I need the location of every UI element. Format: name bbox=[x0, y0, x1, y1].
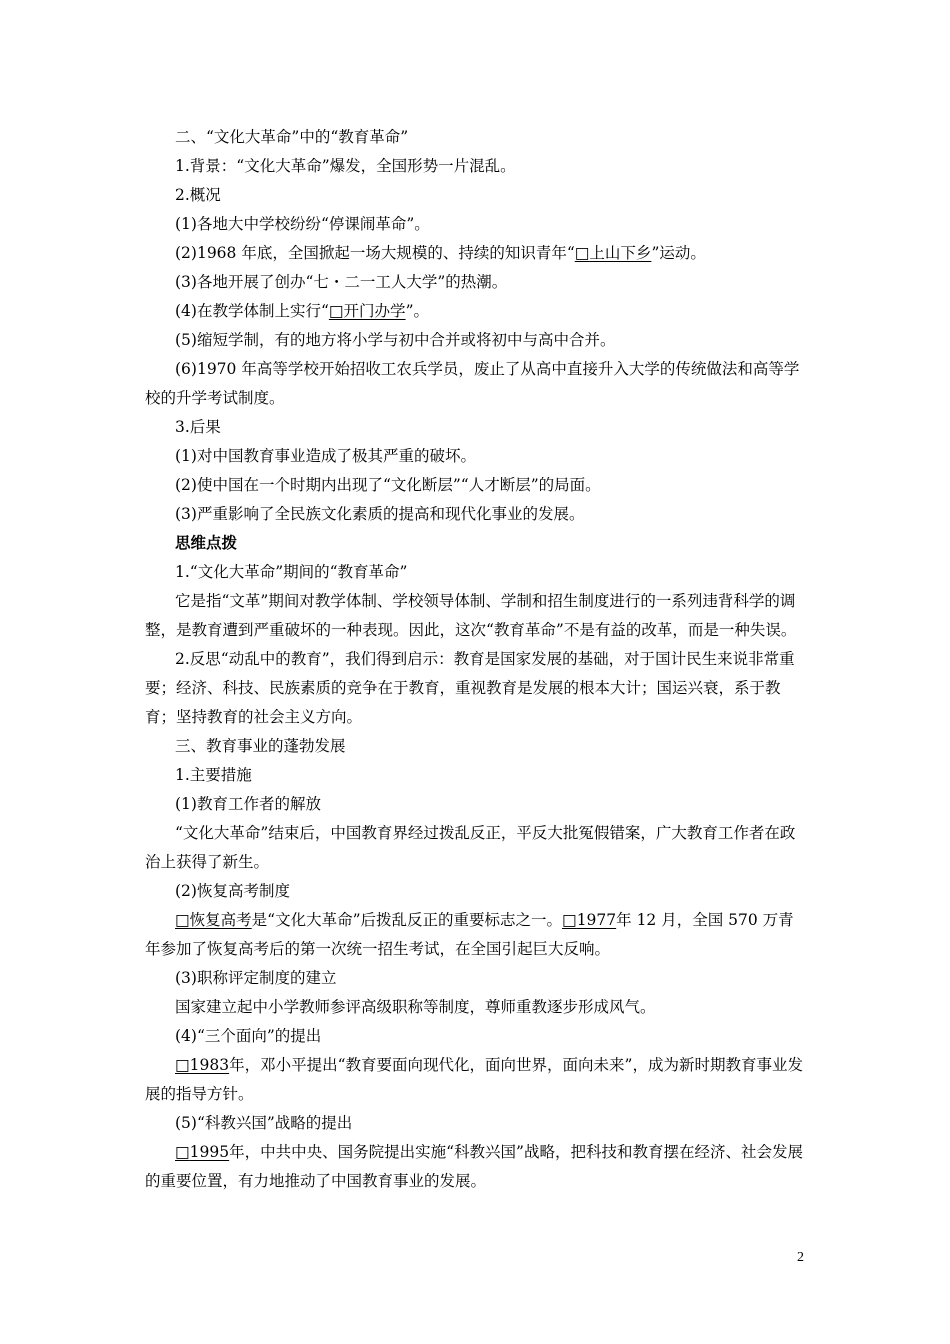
text: ”。 bbox=[405, 302, 429, 320]
subheading: 1.主要措施 bbox=[175, 766, 252, 784]
fill-blank: □ 上山下乡 bbox=[575, 244, 652, 262]
subheading: 2.概况 bbox=[175, 186, 221, 204]
paragraph: 2.反思“动乱中的教育”，我们得到启示：教育是国家发展的基础，对于国计民生来说非常重要；经济、科技、民族素质的竞争在于教育，重视教育是发展的根本大计；国运兴衰，系于教育；坚持教育的社会主义方向。 bbox=[145, 650, 795, 726]
paragraph: (1)各地大中学校纷纷“停课闹革命”。 bbox=[175, 215, 430, 233]
paragraph: (3)各地开展了创办“七・二一工人大学”的热潮。 bbox=[175, 273, 508, 291]
fill-blank: □ 开门办学 bbox=[329, 302, 406, 320]
text: 年，邓小平提出“教育要面向现代化，面向世界，面向未来”，成为新时期教育事业发展的指导方针。 bbox=[145, 1056, 803, 1103]
paragraph bbox=[145, 1138, 805, 1196]
paragraph: (1)对中国教育事业造成了极其严重的破坏。 bbox=[175, 447, 476, 465]
subheading: (3)职称评定制度的建立 bbox=[175, 969, 337, 987]
paragraph: 1.背景：“文化大革命”爆发，全国形势一片混乱。 bbox=[175, 157, 516, 175]
tips-title: 思维点拨 bbox=[175, 534, 238, 552]
text: 是“文化大革命”后拨乱反正的重要标志之一。 bbox=[251, 911, 563, 929]
text: 年，中共中央、国务院提出实施“科教兴国”战略，把科技和教育摆在经济、社会发展的重要位置，有力地推动了中国教育事业的发展。 bbox=[145, 1143, 803, 1190]
subheading: (5)“科教兴国”战略的提出 bbox=[175, 1114, 353, 1132]
text: (2)1968 年底，全国掀起一场大规模的、持续的知识青年“ bbox=[175, 244, 575, 262]
paragraph bbox=[145, 906, 805, 964]
paragraph: (6)1970 年高等学校开始招收工农兵学员，废止了从高中直接升入大学的传统做法和高等学校的升学考试制度。 bbox=[145, 360, 800, 407]
page-number: 2 bbox=[797, 1250, 804, 1265]
fill-blank: □ 1995 bbox=[175, 1143, 229, 1161]
document-body bbox=[145, 123, 805, 1196]
paragraph: (3)严重影响了全民族文化素质的提高和现代化事业的发展。 bbox=[175, 505, 585, 523]
subheading: (2)恢复高考制度 bbox=[175, 882, 290, 900]
subheading: 3.后果 bbox=[175, 418, 221, 436]
paragraph bbox=[145, 297, 805, 326]
subheading: 1.“文化大革命”期间的“教育革命” bbox=[175, 563, 408, 581]
subheading: (1)教育工作者的解放 bbox=[175, 795, 321, 813]
paragraph: “文化大革命”结束后，中国教育界经过拨乱反正，平反大批冤假错案，广大教育工作者在政治上获得了新生。 bbox=[145, 824, 796, 871]
text: ”运动。 bbox=[651, 244, 706, 262]
paragraph bbox=[145, 1051, 805, 1109]
fill-blank: □ 恢复高考 bbox=[175, 911, 252, 929]
paragraph: 它是指“文革”期间对教学体制、学校领导体制、学制和招生制度进行的一系列违背科学的调整，是教育遭到严重破坏的一种表现。因此，这次“教育革命”不是有益的改革，而是一种失误。 bbox=[145, 592, 797, 639]
paragraph bbox=[145, 239, 805, 268]
text: 年 12 月，全国 570 万青年参加了恢复高考后的第一次统一招生考试，在全国引起巨大反响。 bbox=[145, 911, 794, 958]
section-heading: 二、“文化大革命”中的“教育革命” bbox=[175, 128, 409, 146]
paragraph: (2)使中国在一个时期内出现了“文化断层”“人才断层”的局面。 bbox=[175, 476, 601, 494]
fill-blank: □ 1983 bbox=[175, 1056, 229, 1074]
paragraph: (5)缩短学制，有的地方将小学与初中合并或将初中与高中合并。 bbox=[175, 331, 616, 349]
fill-blank: □ 1977 bbox=[562, 911, 616, 929]
paragraph: 国家建立起中小学教师参评高级职称等制度，尊师重教逐步形成风气。 bbox=[175, 998, 656, 1016]
section-heading: 三、教育事业的蓬勃发展 bbox=[175, 737, 346, 755]
subheading: (4)“三个面向”的提出 bbox=[175, 1027, 322, 1045]
text: (4)在教学体制上实行“ bbox=[175, 302, 329, 320]
